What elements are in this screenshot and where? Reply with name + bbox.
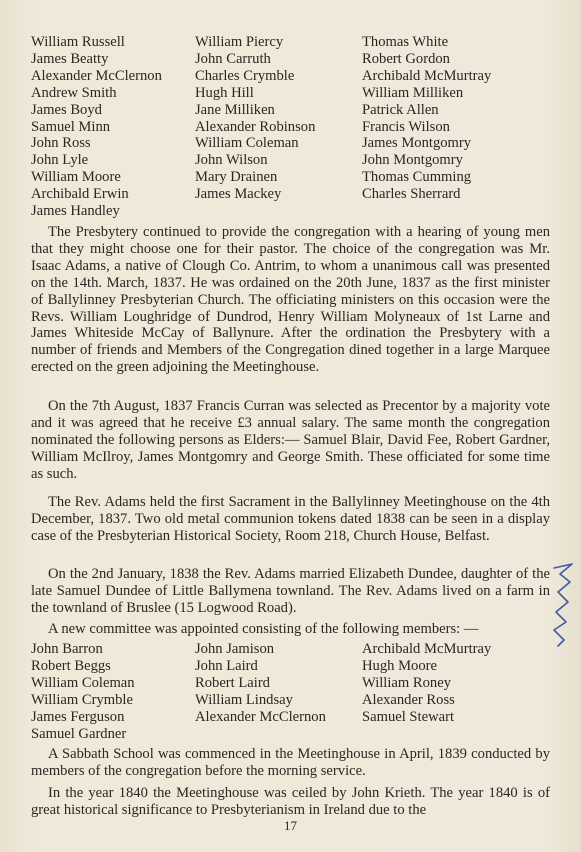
list-item: James Montgomry	[362, 135, 472, 152]
list-item: James Mackey	[195, 186, 282, 203]
list-item: John Carruth	[195, 50, 271, 67]
paragraph-marriage: On the 2nd January, 1838 the Rev. Adams married Elizabeth Dundee, daughter of the late Samuel Dundee of Little Ballymena townland. The Rev. Adams lived on a farm in the townland of Bruslee (15 Logwood Road).	[31, 566, 550, 616]
list-item: Archibald McMurtray	[362, 67, 492, 84]
list-item: William Roney	[362, 674, 451, 691]
list-item: William Russell	[31, 34, 125, 50]
list-item: Thomas Cumming	[362, 169, 472, 186]
list-item: John Laird	[195, 657, 258, 674]
list-item: Hugh Moore	[362, 657, 437, 674]
paragraph-ceiling-1840: In the year 1840 the Meetinghouse was ceiled by John Krieth. The year 1840 is of great historical significance to Presbyterianism in Ireland due to the	[31, 785, 550, 818]
list-item: William Milliken	[362, 84, 464, 101]
paragraph-sabbath-school: A Sabbath School was commenced in the Meetinghouse in April, 1839 conducted by members of the congregation before the morning service.	[31, 746, 550, 779]
list-item: John Wilson	[195, 152, 268, 169]
list-item: Andrew Smith	[31, 84, 117, 101]
list-item: Charles Crymble	[195, 67, 295, 84]
pen-squiggle-icon	[546, 560, 576, 648]
list-item: Hugh Hill	[195, 84, 254, 101]
list-item: James Ferguson	[31, 708, 125, 725]
list-item: James Handley	[31, 203, 120, 220]
paragraph-first-sacrament: The Rev. Adams held the first Sacrament in the Ballylinney Meetinghouse on the 4th December, 1837. Two old metal communion tokens dated 1838 can be seen in a display case of the Presbyterian Historical Society, Room 218, Church House, Belfast.	[31, 494, 550, 544]
list-item: Alexander McClernon	[31, 67, 162, 84]
list-item: John Jamison	[195, 641, 275, 657]
list-item: Alexander Robinson	[195, 118, 316, 135]
list-item: William Crymble	[31, 691, 133, 708]
list-item: William Coleman	[31, 674, 135, 691]
list-item: Robert Beggs	[31, 657, 111, 674]
name-list-1837	[31, 34, 551, 220]
list-item: Mary Drainen	[195, 169, 278, 186]
list-item: Jane Milliken	[195, 101, 275, 118]
list-item: Samuel Gardner	[31, 725, 127, 742]
name-column-2	[195, 34, 362, 220]
name-column-3	[362, 641, 551, 742]
list-item: John Barron	[31, 641, 103, 657]
list-item: William Piercy	[195, 34, 284, 50]
list-item: Charles Sherrard	[362, 186, 461, 203]
list-item: Alexander McClernon	[195, 708, 326, 725]
list-item: Samuel Minn	[31, 118, 111, 135]
list-item: Samuel Stewart	[362, 708, 455, 725]
paragraph-pastor-choice: The Presbytery continued to provide the congregation with a hearing of young men that they might choose one for their pastor. The choice of the congregation was Mr. Isaac Adams, a native of Clough Co. Antrim, to whom a unanimous call was presented on the 14th. March, 1837. He was ordained on the 20th June, 1837 as the first minister of Ballylinney Presbyterian Church. The officiating ministers on this occasion were the Revs. William Loughridge of Dundrod, Henry William Molyneaux of 1st Larne and James Whiteside McCay of Ballynure. After the ordination the Presbytery with a number of friends and Members of the Congregation dined together in a large Marquee erected on the green adjoining the Meetinghouse.	[31, 224, 550, 376]
list-item: John Ross	[31, 135, 91, 152]
list-item: James Boyd	[31, 101, 102, 118]
name-column-2	[195, 641, 362, 742]
list-item: Alexander Ross	[362, 691, 455, 708]
list-item: Patrick Allen	[362, 101, 439, 118]
list-item: John Lyle	[31, 152, 89, 169]
paragraph-new-committee: A new committee was appointed consisting of the following members: —	[48, 621, 479, 637]
name-column-1	[31, 641, 195, 742]
list-item: Francis Wilson	[362, 118, 450, 135]
list-item: James Beatty	[31, 50, 109, 67]
list-item: William Moore	[31, 169, 121, 186]
name-column-3	[362, 34, 551, 220]
list-item: William Lindsay	[195, 691, 293, 708]
list-item: Thomas White	[362, 34, 449, 50]
list-item: John Montgomry	[362, 152, 463, 169]
paragraph-precentor: On the 7th August, 1837 Francis Curran was selected as Precentor by a majority vote and it was agreed that he receive £3 annual salary. The same month the congregation nominated the following persons as Elders:— Samuel Blair, David Fee, Robert Gardner, William McIlroy, James Montgomry and George Smith. These officiated for some time as such.	[31, 398, 550, 482]
name-list-1838	[31, 641, 551, 742]
list-item: Archibald Erwin	[31, 186, 129, 203]
list-item: Archibald McMurtray	[362, 641, 492, 657]
list-item: William Coleman	[195, 135, 299, 152]
page-number: 17	[284, 818, 297, 833]
list-item: Robert Gordon	[362, 50, 450, 67]
list-item: Robert Laird	[195, 674, 270, 691]
name-column-1	[31, 34, 195, 220]
